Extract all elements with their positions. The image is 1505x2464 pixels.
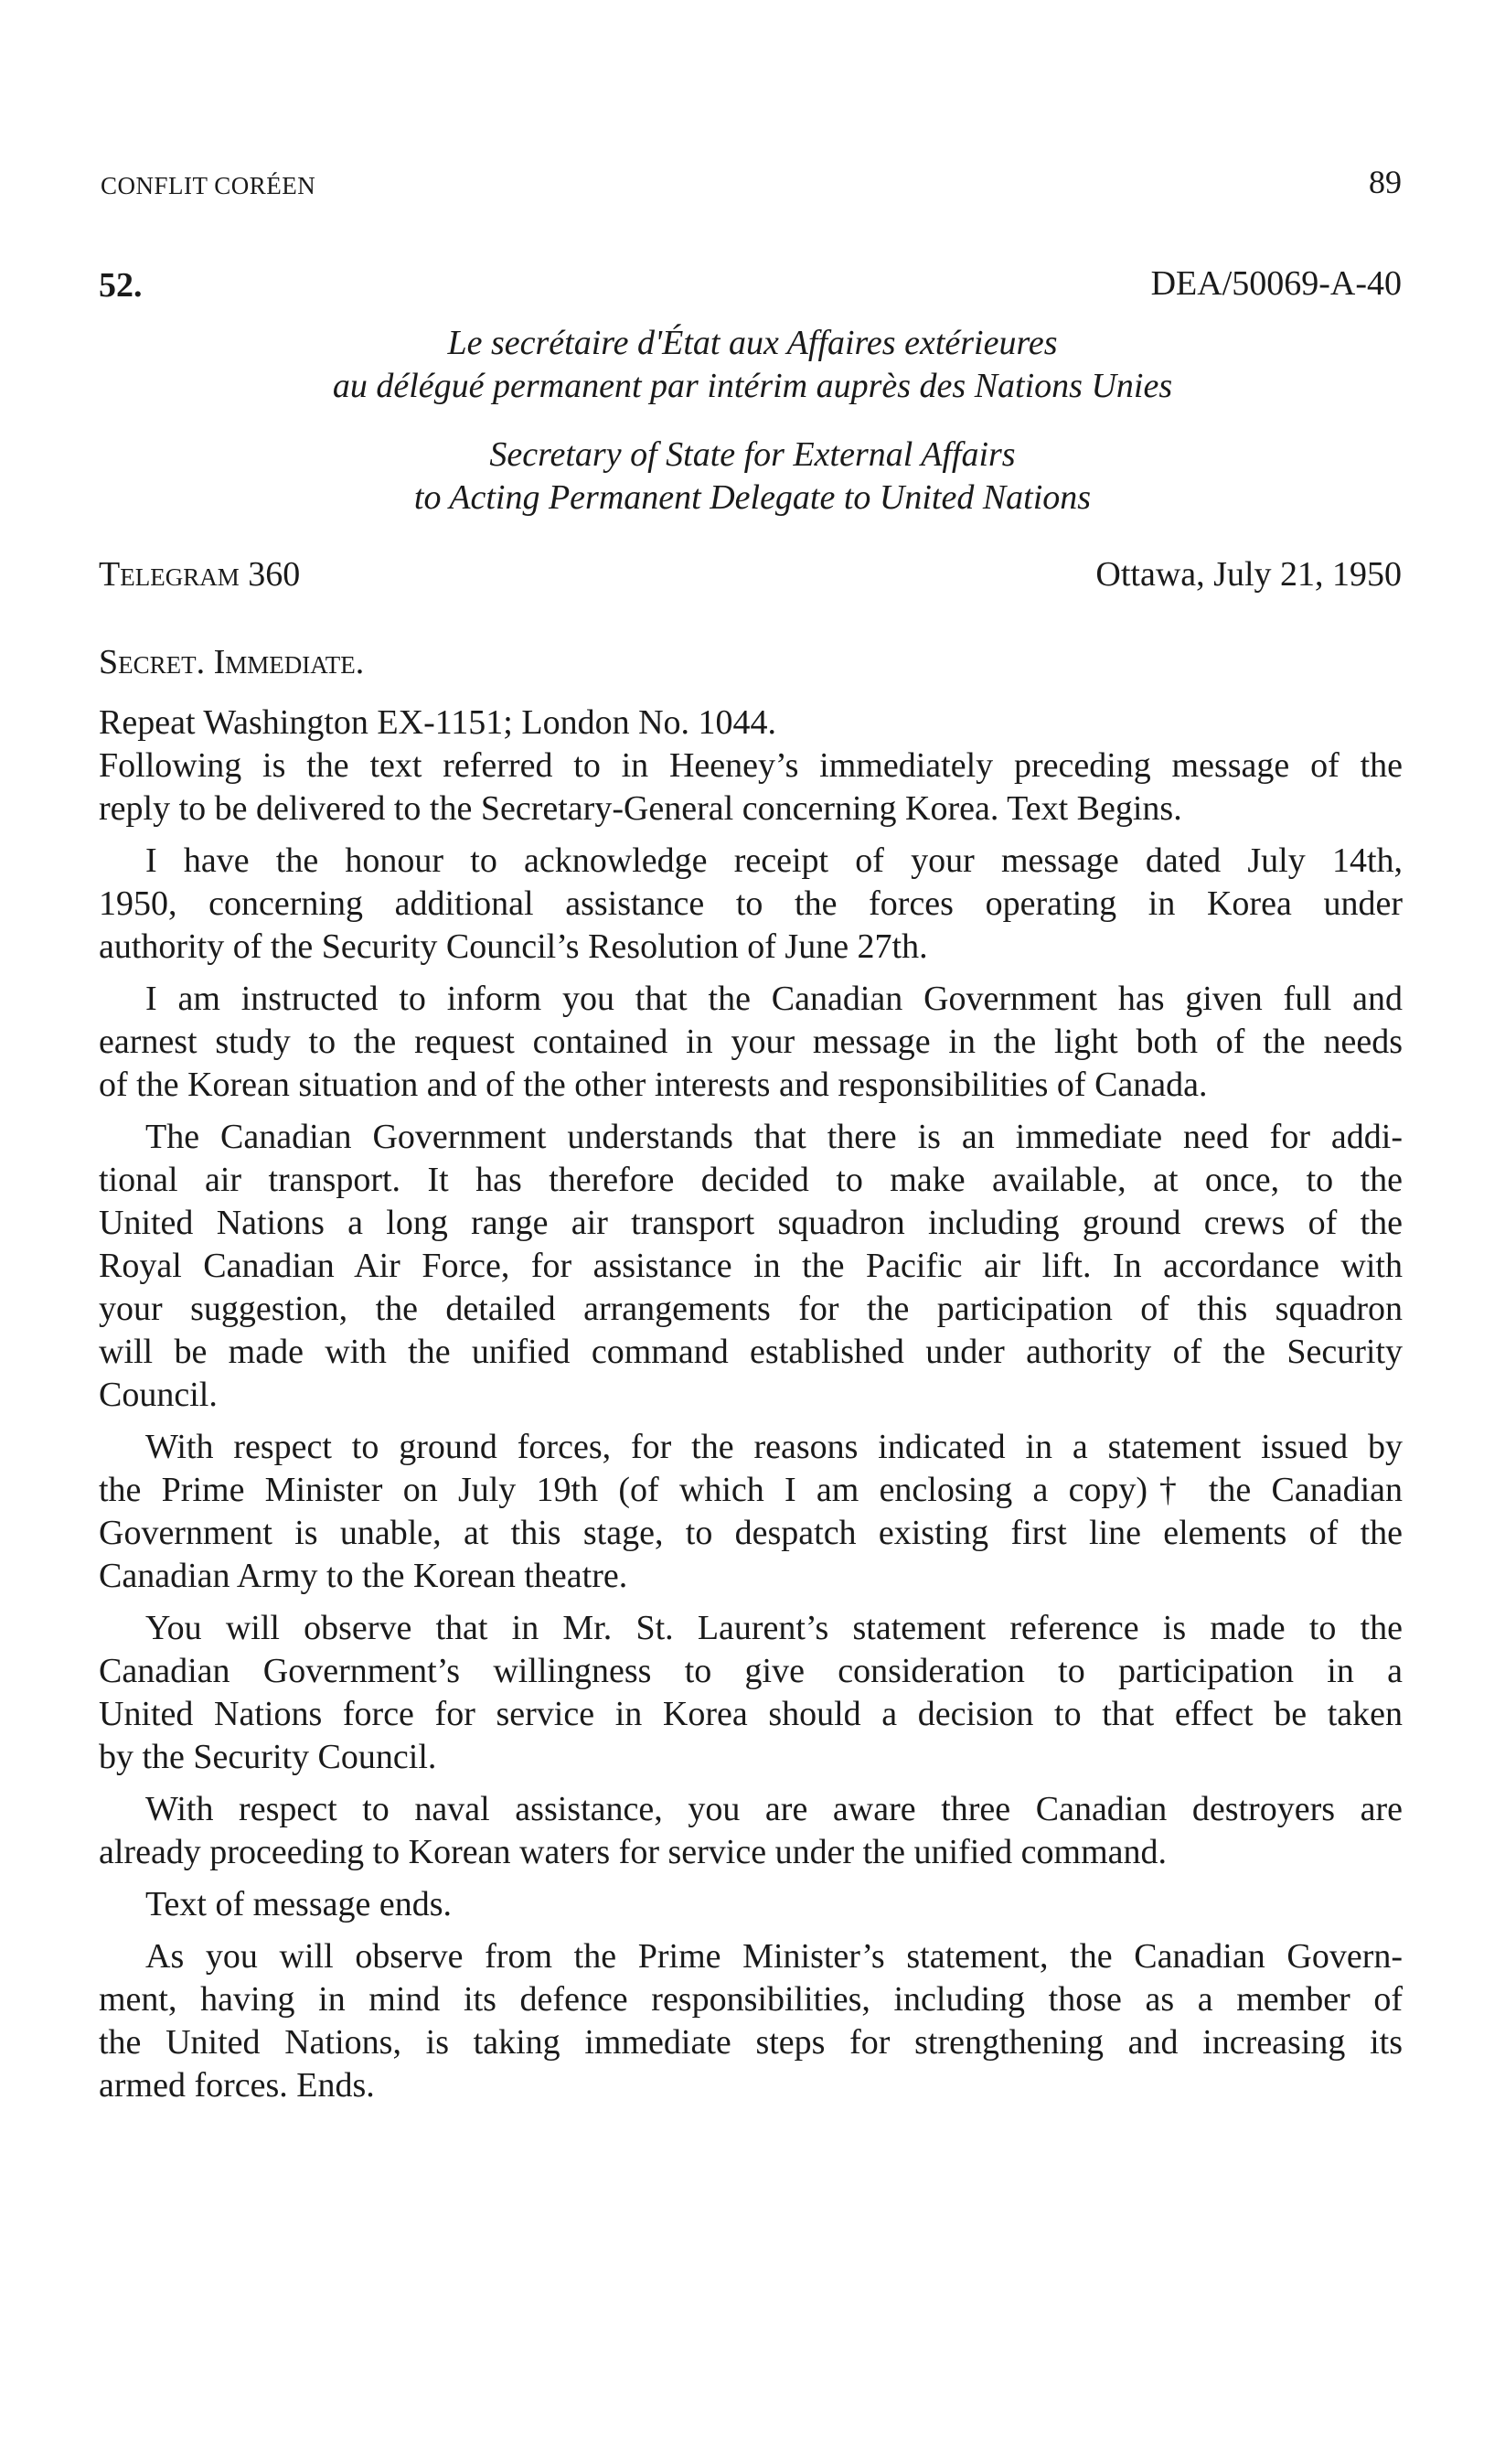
text-line: Canadian Army to the Korean theatre. [99,1557,628,1595]
running-title: CONFLIT CORÉEN [101,172,316,199]
text-line: As you will observe from the Prime Minister’s statement, the Canadian Govern- [145,1937,1403,1976]
text-line: Council. [99,1376,218,1414]
heading-line: Le secrétaire d'État aux Affaires extérieures [447,324,1058,362]
file-reference: DEA/50069-A-40 [1150,264,1402,303]
paragraph [99,745,1403,830]
text-line: Repeat Washington EX-1151; London No. 1044. [99,703,777,742]
paragraph [99,1116,1403,1417]
text-line: With respect to ground forces, for the reasons indicated in a statement issued by [145,1428,1403,1466]
paragraph [99,1426,1403,1598]
paragraph [99,978,1403,1107]
text-line: armed forces. Ends. [99,2066,375,2105]
text-line: Text of message ends. [145,1885,453,1923]
page-number: 89 [1369,164,1402,200]
heading-english [0,434,1505,520]
classification: Secret. Immediate. [99,643,365,681]
heading-line: au délégué permanent par intérim auprès des Nations Unies [332,367,1173,405]
text-line: will be made with the unified command established under authority of the Security [99,1333,1403,1371]
telegram-number: Telegram 360 [99,555,301,594]
document-number: 52. [99,266,143,305]
text-line: of the Korean situation and of the other interests and responsibilities of Canada. [99,1066,1208,1104]
text-line: The Canadian Government understands that there is an immediate need for addi- [145,1118,1403,1156]
text-line: your suggestion, the detailed arrangements for the participation of this squadron [99,1290,1403,1328]
text-line: I have the honour to acknowledge receipt of your message dated July 14th, [145,841,1403,880]
paragraph [99,1788,1403,1874]
text-line: I am instructed to inform you that the Canadian Government has given full and [145,980,1403,1018]
text-line: the Prime Minister on July 19th (of which I am enclosing a copy)† the Canadian [99,1471,1403,1509]
paragraph [99,840,1403,969]
text-line: already proceeding to Korean waters for service under the unified command. [99,1833,1168,1871]
text-line: tional air transport. It has therefore decided to make available, at once, to the [99,1161,1403,1199]
text-line: by the Security Council. [99,1738,437,1776]
text-line: earnest study to the request contained in your message in the light both of the needs [99,1023,1403,1061]
paragraph [99,1883,1403,1926]
document-body [99,702,1403,2116]
heading-french [0,322,1505,408]
paragraph [99,1935,1403,2107]
text-line: reply to be delivered to the Secretary-General concerning Korea. Text Begins. [99,789,1182,828]
text-line: Government is unable, at this stage, to despatch existing first line elements of the [99,1514,1403,1552]
paragraph [99,1607,1403,1779]
place-date: Ottawa, July 21, 1950 [1095,555,1402,594]
text-line: authority of the Security Council’s Resolution of June 27th. [99,927,928,966]
text-line: Royal Canadian Air Force, for assistance in the Pacific air lift. In accordance with [99,1247,1403,1285]
heading-line: to Acting Permanent Delegate to United Nations [413,478,1092,517]
text-line: 1950, concerning additional assistance to the forces operating in Korea under [99,884,1403,923]
text-line: United Nations a long range air transport squadron including ground crews of the [99,1204,1403,1242]
text-line: Following is the text referred to in Heeney’s immediately preceding message of the [99,746,1403,785]
text-line: You will observe that in Mr. St. Laurent’s statement reference is made to the [145,1609,1403,1647]
text-line: With respect to naval assistance, you are aware three Canadian destroyers are [145,1790,1403,1828]
text-line: United Nations force for service in Korea should a decision to that effect be taken [99,1695,1403,1733]
text-line: ment, having in mind its defence responsibilities, including those as a member of [99,1980,1403,2019]
paragraph [99,702,1403,745]
text-line: the United Nations, is taking immediate steps for strengthening and increasing its [99,2023,1403,2062]
text-line: Canadian Government’s willingness to give consideration to participation in a [99,1652,1403,1690]
heading-line: Secretary of State for External Affairs [489,435,1016,474]
